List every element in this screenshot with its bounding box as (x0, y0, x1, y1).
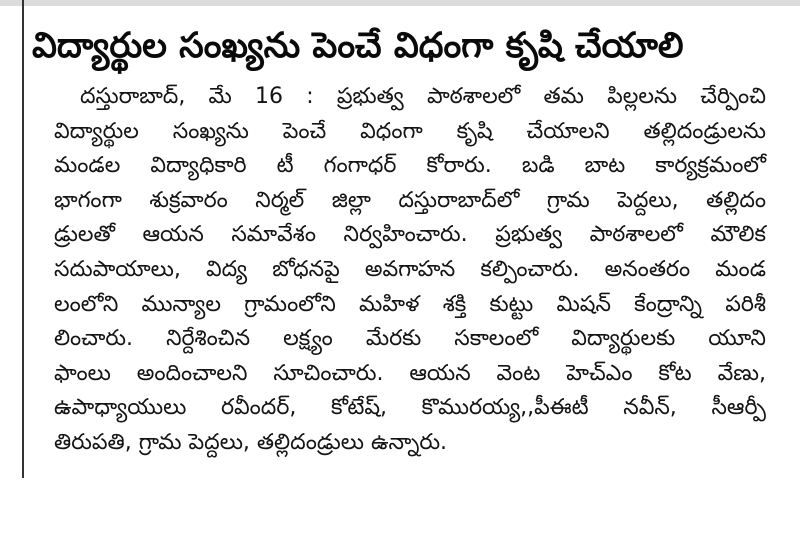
article-line: సదుపాయాలు, విద్య బోధనపై అవగాహన కల్పించారు. అనంతరం మండ (54, 256, 766, 282)
article-line: ఫాంలు అందించాలని సూచించారు. ఆయన వెంట హెచ్ఎం కోట వేణు, (54, 360, 766, 386)
previous-article-strip (0, 0, 800, 6)
article-line: భాగంగా శుక్రవారం నిర్మల్ జిల్లా దస్తురాబాద్‌లో గ్రామ పెద్దలు, తల్లిదం (54, 187, 766, 213)
article-headline: విద్యార్థుల సంఖ్యను పెంచే విధంగా కృషి చేయాలి (32, 26, 684, 66)
article-line: మండల విద్యాధికారి టీ గంగాధర్ కోరారు. బడి బాట కార్యక్రమంలో (54, 153, 766, 179)
article-line: ఉపాధ్యాయులు రవీందర్, కోటేష్, కొమురయ్య,,పీఈటీ నవీన్, సీఆర్పీ (54, 395, 766, 421)
column-divider-rule (22, 0, 24, 478)
article-line: డ్రులతో ఆయన సమావేశం నిర్వహించారు. ప్రభుత్వ పాఠశాలలో మౌలిక (54, 222, 766, 248)
article-line: తిరుపతి, గ్రామ పెద్దలు, తల్లిదండ్రులు ఉన్నారు. (54, 429, 448, 455)
article-line: విద్యార్థుల సంఖ్యను పెంచే విధంగా కృషి చేయాలని తల్లిదండ్రులను (54, 118, 766, 144)
article-line: లించారు. నిర్దేశించిన లక్ష్యం మేరకు సకాలంలో విద్యార్థులకు యూని (54, 326, 766, 352)
article-body (54, 80, 766, 461)
article-line: లంలోని మున్యాల గ్రామంలోని మహిళ శక్తి కుట్టు మిషన్ కేంద్రాన్ని పరిశీ (54, 291, 766, 317)
article-line: దస్తురాబాద్, మే 16 : ప్రభుత్వ పాఠశాలలో తమ పిల్లలను చేర్పించి (80, 84, 766, 109)
